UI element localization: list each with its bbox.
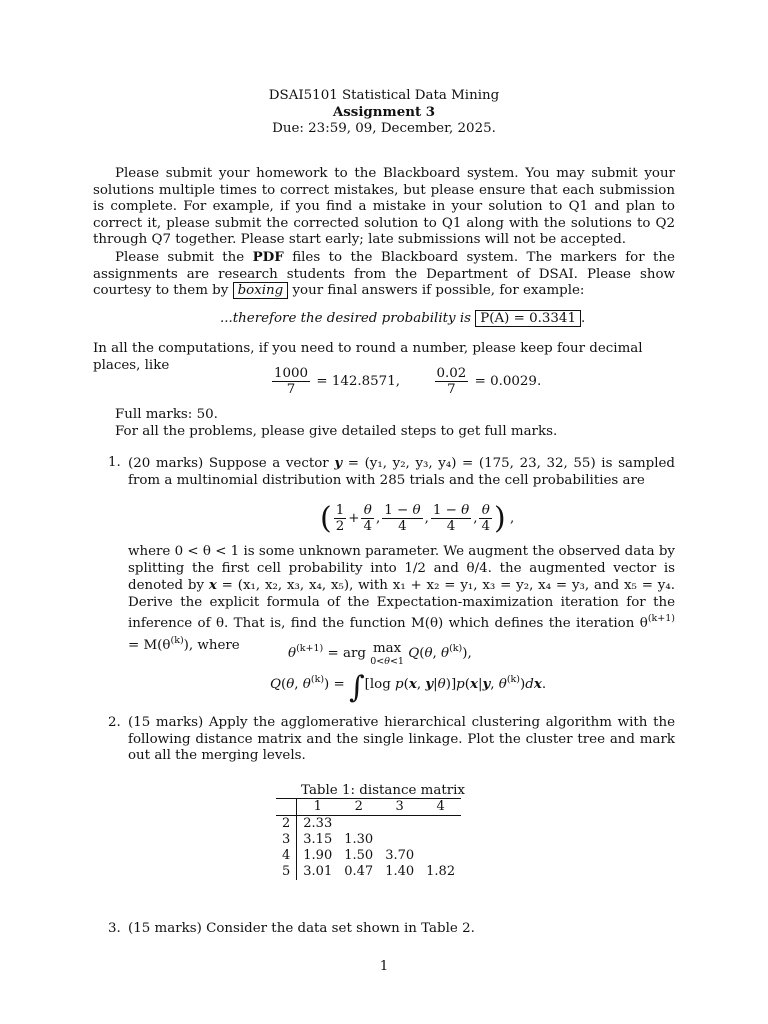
question-1-number: 1.: [108, 455, 121, 470]
assignment-title: Assignment 3: [332, 104, 436, 120]
column-header: 4: [420, 799, 461, 816]
due-date: Due: 23:59, 09, December, 2025.: [272, 121, 496, 136]
detailed-steps-note: For all the problems, please give detailed steps to get full marks.: [115, 424, 558, 439]
table-row: 3 3.15 1.30: [276, 832, 461, 848]
table-row: 4 1.90 1.50 3.70: [276, 848, 461, 864]
distance-matrix-table: [268, 784, 498, 880]
table-caption: Table 1: distance matrix: [301, 783, 465, 798]
page-number: 1: [379, 959, 389, 974]
intro-paragraph-2: Please submit the PDF files to the Blackboard system. The markers for the assignments are research students from the Department of DSAI. Please show courtesy to them by boxing your final answers if possible, for example:: [93, 249, 675, 299]
cell-probabilities: ( $\frac{1}{2}$ + $\frac{\theta}{4}$ , $\frac{1 - \theta}{4}$ , $\frac{1 - \theta}{4}$ , $\frac{\theta}{4}$ ) ,: [320, 501, 515, 536]
question-1-continued: where 0 < θ < 1 is some unknown parameter. We augment the observed data by splitting the first cell probability into 1/2 and θ/4. the augmented vector is denoted by x = (x₁, x₂, x₃, x₄, x₅), with x₁ + x₂ = y₁, x₃ = y₂, x₄ = y₃, and x₅ = y₄. Derive the explicit formula of the Expectation-maximization iteration for the inference of θ. That is, find the function M(θ) which defines the iteration $\theta^{(k+1)} = M(\theta^{(k)})$, where: [128, 544, 675, 653]
boxed-answer-example: ...therefore the desired probability is P(A) = 0.3341 .: [220, 311, 586, 326]
full-marks: Full marks: 50.: [115, 407, 218, 422]
column-header: 2: [338, 799, 379, 816]
pdf-emphasis: PDF: [252, 249, 284, 265]
boxing-example: boxing: [233, 282, 289, 299]
column-header: 1: [297, 799, 338, 816]
question-1: 1. (20 marks) Suppose a vector y = (y₁, y₂, y₃, y₄) = (175, 23, 32, 55) is sampled from a multinomial distribution with 285 trials and the cell probabilities are: [108, 455, 675, 488]
column-header: 3: [379, 799, 420, 816]
question-2: 2. (15 marks) Apply the agglomerative hierarchical clustering algorithm with the following distance matrix and the single linkage. Plot the cluster tree and mark out all the merging levels.: [108, 715, 675, 764]
course-title: DSAI5101 Statistical Data Mining: [268, 88, 500, 103]
question-3: 3. (15 marks) Consider the data set shown in Table 2.: [108, 921, 475, 936]
table-header-row: [276, 799, 461, 816]
em-argmax-equation: $\theta^{(k+1)}$ = arg max 0<θ<1 Q(θ, $\theta^{(k)}$),: [288, 641, 472, 667]
rounding-instruction: In all the computations, if you need to round a number, please keep four decimal places, like: [93, 341, 643, 373]
intro-paragraph-1: Please submit your homework to the Blackboard system. You may submit your solutions multiple times to correct mistakes, but please ensure that each submission is complete. For example, if you find a mistake in your solution to Q1 and plan to correct it, please submit the corrected solution to Q1 along with the solutions to Q2 through Q7 together. Please start early; late submissions will not be accepted.: [93, 166, 675, 248]
boxed-answer: P(A) = 0.3341: [475, 310, 581, 327]
question-2-number: 2.: [108, 715, 121, 730]
em-q-function-equation: Q(θ, $\theta^{(k)}) = \int[\log$ p(x, y|θ)]p(x|y, $\theta^{(k)})dx$.: [270, 670, 547, 705]
rounding-equations: $\frac{1000}{7}$ = 142.8571, $\frac{0.02}{7}$ = 0.0029.: [274, 366, 542, 397]
table-row: 2 2.33: [276, 816, 461, 833]
table-row: 5 3.01 0.47 1.40 1.82: [276, 864, 461, 880]
question-3-number: 3.: [108, 921, 121, 936]
